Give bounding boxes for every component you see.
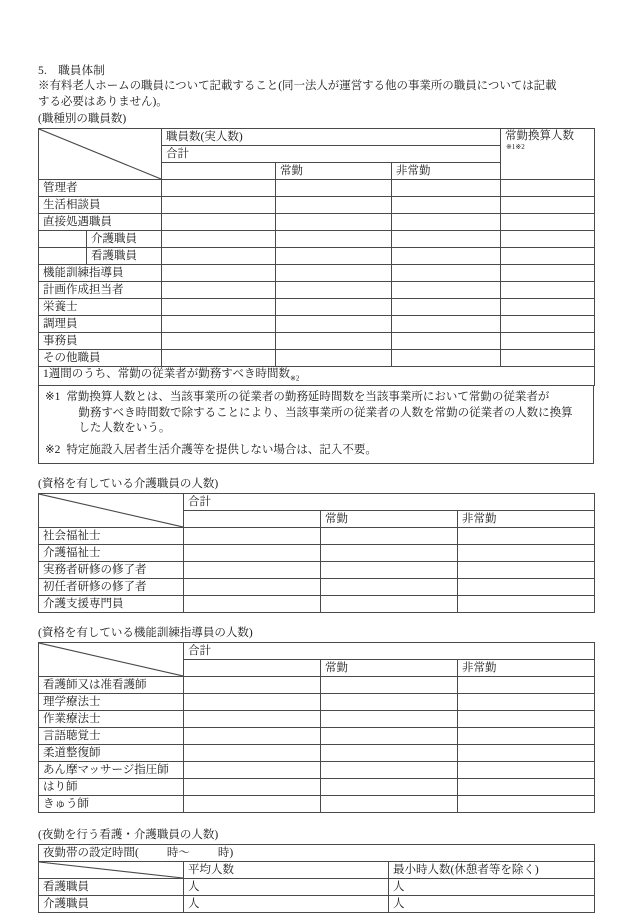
cell-parttime[interactable]	[458, 762, 595, 779]
night-shift-time-row	[39, 845, 595, 862]
cell-parttime[interactable]	[392, 299, 501, 316]
cell-total[interactable]	[162, 333, 276, 350]
cell-fte[interactable]	[501, 282, 595, 299]
fte-label: 常勤換算人数	[505, 130, 575, 142]
staff-count-group-label: 職員数(実人数)	[162, 129, 501, 146]
cell-parttime[interactable]	[392, 214, 501, 231]
table-row	[39, 282, 595, 299]
table-row	[39, 579, 595, 596]
indent-spacer	[39, 248, 87, 265]
row-label-nurse-or-assistant-nurse: 看護師又は准看護師	[39, 677, 184, 694]
cell-total[interactable]	[184, 596, 321, 613]
qualified-care-table	[38, 493, 595, 613]
night-shift-time-cell[interactable]	[39, 845, 595, 862]
fte-footnote-marks: ※1※2	[506, 143, 525, 151]
table-row	[39, 562, 595, 579]
cell-parttime[interactable]	[392, 265, 501, 282]
cell-fulltime[interactable]	[321, 745, 458, 762]
row-label-direct-care-staff: 直接処遇職員	[39, 214, 162, 231]
qualified-care-table-caption: (資格を有している介護職員の人数)	[38, 478, 219, 491]
corner-diagonal-cell	[39, 129, 162, 180]
cell-fulltime[interactable]	[321, 711, 458, 728]
row-label-social-worker: 社会福祉士	[39, 528, 184, 545]
row-label-judo-therapist: 柔道整復師	[39, 745, 184, 762]
fulltime-label: 常勤	[276, 163, 392, 180]
cell-fulltime[interactable]	[321, 545, 458, 562]
footnote-2-line-1: 特定施設入居者生活介護等を提供しない場合は、記入不要。	[66, 443, 377, 456]
cell-total[interactable]	[184, 796, 321, 813]
cell-fulltime[interactable]	[321, 562, 458, 579]
section-number: 5.	[38, 65, 48, 77]
total-subblank-cell	[162, 163, 276, 180]
table-row	[39, 896, 595, 913]
cell-total[interactable]	[184, 677, 321, 694]
footnote-key-2: ※2	[45, 443, 61, 456]
table-row	[39, 879, 595, 896]
night-shift-table-caption: (夜勤を行う看護・介護職員の人数)	[38, 829, 219, 842]
cell-fulltime[interactable]	[276, 197, 392, 214]
row-label-life-counselor: 生活相談員	[39, 197, 162, 214]
table-row	[39, 299, 595, 316]
qualified-care-header-row-1	[39, 494, 595, 511]
footnote-1-line-3: した人数をいう。	[78, 422, 171, 435]
total-subblank-cell	[184, 660, 321, 677]
cell-total[interactable]	[184, 528, 321, 545]
row-label-initial-training-completer: 初任者研修の修了者	[39, 579, 184, 596]
cell-fte[interactable]	[501, 197, 595, 214]
cell-total[interactable]	[162, 248, 276, 265]
cell-total[interactable]	[184, 711, 321, 728]
fte-header-cell	[501, 129, 595, 180]
cell-total[interactable]	[184, 728, 321, 745]
cell-total[interactable]	[184, 745, 321, 762]
cell-parttime[interactable]	[458, 545, 595, 562]
cell-parttime[interactable]	[458, 562, 595, 579]
cell-fulltime[interactable]	[321, 694, 458, 711]
cell-fulltime[interactable]	[276, 265, 392, 282]
cell-fulltime[interactable]	[321, 596, 458, 613]
night-shift-hour-unit-start: 時～	[166, 847, 190, 860]
cell-parttime[interactable]	[458, 796, 595, 813]
diagonal-slash-icon	[39, 643, 183, 676]
table-row	[39, 248, 595, 265]
cell-fte[interactable]	[501, 350, 595, 367]
cell-parttime[interactable]	[458, 711, 595, 728]
cell-fulltime[interactable]	[276, 180, 392, 197]
cell-total[interactable]	[184, 545, 321, 562]
row-label-clerk: 事務員	[39, 333, 162, 350]
cell-total[interactable]	[162, 180, 276, 197]
cell-fulltime[interactable]	[321, 762, 458, 779]
row-label-moxibustionist: きゅう師	[39, 796, 184, 813]
cell-parttime[interactable]	[458, 728, 595, 745]
cell-average-care[interactable]: 人	[184, 896, 389, 913]
night-shift-table	[38, 844, 595, 913]
cell-fulltime[interactable]	[321, 528, 458, 545]
instruction-line-1: ※有料老人ホームの職員について記載すること(同一法人が運営する他の事業所の職員については記載	[38, 80, 557, 92]
qualified-trainer-table-caption: (資格を有している機能訓練指導員の人数)	[38, 627, 253, 640]
cell-parttime[interactable]	[458, 779, 595, 796]
row-label-care-worker: 介護職員	[87, 231, 162, 248]
table-row	[39, 316, 595, 333]
table-row	[39, 711, 595, 728]
cell-total[interactable]	[162, 350, 276, 367]
night-shift-time-prefix: 夜勤帯の設定時間(	[43, 847, 139, 860]
diagonal-slash-icon	[39, 129, 161, 179]
cell-parttime[interactable]	[392, 282, 501, 299]
cell-parttime[interactable]	[458, 579, 595, 596]
cell-total[interactable]	[184, 762, 321, 779]
row-label-care-staff: 介護職員	[39, 896, 184, 913]
corner-diagonal-cell	[39, 643, 184, 677]
row-label-nurse: 看護職員	[87, 248, 162, 265]
cell-parttime[interactable]	[392, 333, 501, 350]
cell-fulltime[interactable]	[321, 677, 458, 694]
minimum-count-label: 最小時人数(休憩者等を除く)	[389, 862, 595, 879]
staff-table-caption: (職種別の職員数)	[38, 113, 127, 125]
table-row	[39, 677, 595, 694]
cell-fulltime[interactable]	[276, 350, 392, 367]
footnote-1-line-1: 常勤換算人数とは、当該事業所の従業者の勤務延時間数を当該事業所において常勤の従業者が	[66, 391, 550, 404]
footnote-body-1	[66, 390, 587, 437]
row-label-nursing-staff: 看護職員	[39, 879, 184, 896]
row-label-certified-care-worker: 介護福祉士	[39, 545, 184, 562]
cell-fte[interactable]	[501, 299, 595, 316]
table-row	[39, 728, 595, 745]
parttime-label: 非常勤	[392, 163, 501, 180]
cell-average-nursing[interactable]: 人	[184, 879, 389, 896]
table-row	[39, 545, 595, 562]
cell-parttime[interactable]	[392, 316, 501, 333]
cell-parttime[interactable]	[458, 745, 595, 762]
row-label-practical-training-completer: 実務者研修の修了者	[39, 562, 184, 579]
table-row	[39, 197, 595, 214]
parttime-label: 非常勤	[458, 660, 595, 677]
corner-diagonal-cell	[39, 494, 184, 528]
staff-table	[38, 128, 595, 386]
cell-fulltime[interactable]	[321, 779, 458, 796]
cell-fulltime[interactable]	[276, 316, 392, 333]
indent-spacer	[39, 231, 87, 248]
row-label-occupational-therapist: 作業療法士	[39, 711, 184, 728]
cell-total[interactable]	[184, 694, 321, 711]
total-label: 合計	[184, 494, 595, 511]
cell-parttime[interactable]	[392, 350, 501, 367]
table-row	[39, 796, 595, 813]
cell-fte[interactable]	[501, 214, 595, 231]
row-label-cook: 調理員	[39, 316, 162, 333]
cell-fulltime[interactable]	[276, 299, 392, 316]
cell-fulltime[interactable]	[276, 282, 392, 299]
cell-total[interactable]	[162, 316, 276, 333]
cell-parttime[interactable]	[458, 694, 595, 711]
cell-fulltime[interactable]	[321, 796, 458, 813]
table-row	[39, 762, 595, 779]
row-label-plan-maker: 計画作成担当者	[39, 282, 162, 299]
parttime-label: 非常勤	[458, 511, 595, 528]
cell-parttime[interactable]	[392, 248, 501, 265]
row-label-manager: 管理者	[39, 180, 162, 197]
cell-fte[interactable]	[501, 231, 595, 248]
table-row	[39, 231, 595, 248]
cell-total[interactable]	[162, 299, 276, 316]
cell-fulltime[interactable]	[276, 333, 392, 350]
row-label-care-manager: 介護支援専門員	[39, 596, 184, 613]
qualified-trainer-table	[38, 642, 595, 813]
table-row	[39, 214, 595, 231]
cell-total[interactable]	[162, 265, 276, 282]
diagonal-slash-icon	[39, 494, 183, 527]
row-label-physical-therapist: 理学療法士	[39, 694, 184, 711]
section-heading	[38, 64, 594, 79]
footnote-item-1	[45, 390, 587, 437]
cell-fulltime[interactable]	[276, 248, 392, 265]
table-row	[39, 745, 595, 762]
row-label-acupuncturist: はり師	[39, 779, 184, 796]
staff-table-header-row-1	[39, 129, 595, 146]
qualified-trainer-header-row-1	[39, 643, 595, 660]
cell-total[interactable]	[162, 231, 276, 248]
fulltime-label: 常勤	[321, 660, 458, 677]
cell-total[interactable]	[184, 779, 321, 796]
cell-fulltime[interactable]	[321, 579, 458, 596]
weekly-hours-footnote-mark: ※2	[290, 374, 300, 383]
cell-fulltime[interactable]	[321, 728, 458, 745]
footnote-1-line-2: 勤務すべき時間数で除することにより、当該事業所の従業者の人数を常勤の従業者の人数に換算	[78, 406, 573, 419]
night-shift-hour-unit-end: 時)	[217, 847, 234, 860]
cell-total[interactable]	[162, 214, 276, 231]
cell-minimum-nursing[interactable]: 人	[389, 879, 595, 896]
cell-total[interactable]	[162, 197, 276, 214]
cell-parttime[interactable]	[392, 180, 501, 197]
total-label: 合計	[184, 643, 595, 660]
row-label-dietitian: 栄養士	[39, 299, 162, 316]
weekly-hours-text: 1週間のうち、常勤の従業者が勤務すべき時間数	[43, 368, 291, 380]
table-row	[39, 265, 595, 282]
total-subblank-cell	[184, 511, 321, 528]
cell-total[interactable]	[162, 282, 276, 299]
table-row	[39, 180, 595, 197]
staff-table-footer-row	[39, 367, 595, 386]
cell-parttime[interactable]	[458, 528, 595, 545]
cell-fte[interactable]	[501, 316, 595, 333]
cell-fulltime[interactable]	[276, 214, 392, 231]
cell-fte[interactable]	[501, 265, 595, 282]
cell-total[interactable]	[184, 579, 321, 596]
cell-fte[interactable]	[501, 180, 595, 197]
row-label-training-instructor: 機能訓練指導員	[39, 265, 162, 282]
fulltime-label: 常勤	[321, 511, 458, 528]
cell-parttime[interactable]	[458, 677, 595, 694]
form-page	[38, 64, 594, 913]
average-count-label: 平均人数	[184, 862, 389, 879]
corner-diagonal-cell	[39, 862, 184, 879]
row-label-speech-therapist: 言語聴覚士	[39, 728, 184, 745]
cell-fte[interactable]	[501, 333, 595, 350]
table-row	[39, 596, 595, 613]
row-label-massage-shiatsu: あん摩マッサージ指圧師	[39, 762, 184, 779]
cell-minimum-care[interactable]: 人	[389, 896, 595, 913]
instruction-line-2: する必要はありません)。	[38, 95, 168, 108]
page-title: 職員体制	[58, 65, 105, 77]
cell-fulltime[interactable]	[276, 231, 392, 248]
night-shift-header-row	[39, 862, 595, 879]
cell-total[interactable]	[184, 562, 321, 579]
footnotes-box	[38, 386, 594, 464]
cell-parttime[interactable]	[392, 231, 501, 248]
footnote-key-1: ※1	[45, 391, 61, 404]
cell-parttime[interactable]	[458, 596, 595, 613]
row-label-other-staff: その他職員	[39, 350, 162, 367]
weekly-hours-footer-cell	[39, 367, 595, 386]
table-row	[39, 779, 595, 796]
table-row	[39, 694, 595, 711]
total-label: 合計	[162, 146, 501, 163]
table-row	[39, 350, 595, 367]
footnote-item-2	[45, 443, 587, 459]
table-row	[39, 528, 595, 545]
footnote-body-2	[66, 443, 587, 459]
cell-parttime[interactable]	[392, 197, 501, 214]
table-row	[39, 333, 595, 350]
diagonal-slash-icon	[39, 862, 183, 878]
cell-fte[interactable]	[501, 248, 595, 265]
